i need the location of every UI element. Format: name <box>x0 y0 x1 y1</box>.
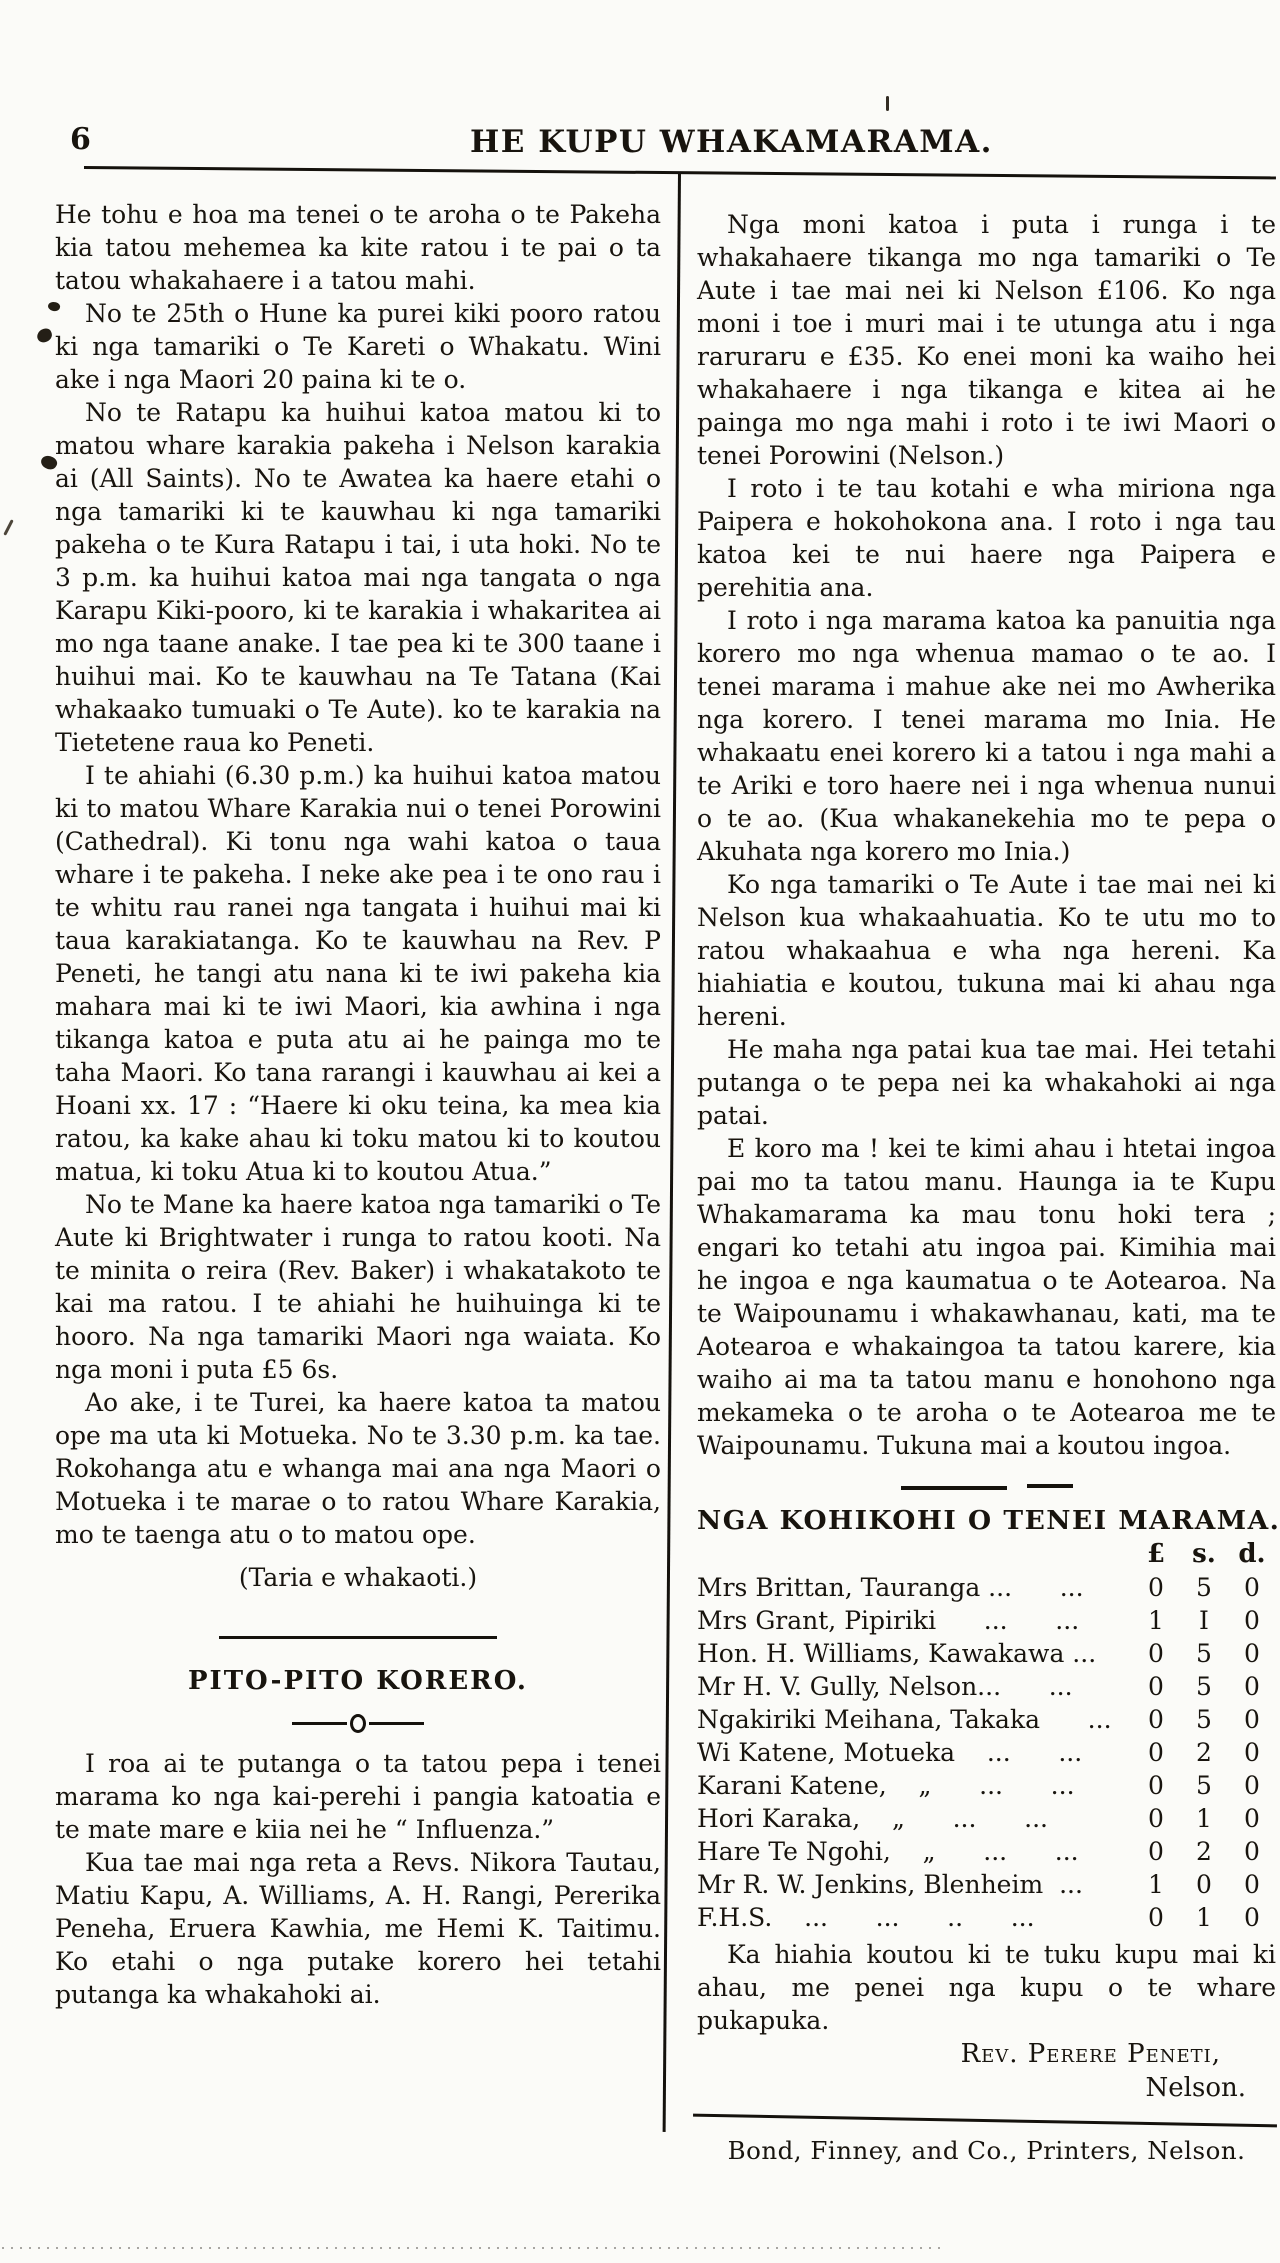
paragraph: I te ahiahi (6.30 p.m.) ka huihui katoa matou ki to matou Whare Karakia nui o tenei Porowini (Cathedral). Ki tonu nga wahi katoa o taua whare i te pakeha. I neke ake pea i te ono rau i te whitu rau ranei nga tangata i huihui mai ki taua karakiatanga. Ko te kauwhau na Rev. P Peneti, he tangi atu nana ki te iwi pakeha kia mahara mai ki te iwi Maori, kia awhina i nga tikanga katoa e puta atu ai he painga mo te taha Maori. Ko tana rarangi i kauwhau ai kei a Hoani xx. 17 : “Haere ki oku teina, ka mea kia ratou, ka kake ahau ki toku matou ki to koutou matua, ki toku Atua ki to koutou Atua.” <box>55 761 661 1186</box>
amount-pounds: 0 <box>1148 1704 1164 1734</box>
currency-header-pence: d. <box>1238 1538 1266 1569</box>
amount-pounds: 0 <box>1148 1836 1164 1866</box>
currency-header-row <box>697 1537 1276 1571</box>
amount-pence: 0 <box>1244 1704 1260 1734</box>
amount-pounds: 1 <box>1148 1605 1164 1635</box>
signature-place: Nelson. <box>1145 2072 1246 2103</box>
paragraph: Nga moni katoa i puta i runga i te whakahaere tikanga mo nga tamariki o Te Aute i tae mai nei ki Nelson £106. Ko nga moni i toe i muri mai i te utunga atu i nga raruraru e £35. Ko enei moni ka waiho hei whakahaere i nga tikanga e kitea ai he painga mo nga mahi i roto i te iwi Maori o tenei Porowini (Nelson.) <box>697 210 1276 470</box>
paragraph: He tohu e hoa ma tenei o te aroha o te Pakeha kia tatou mehemea ka kite ratou i te pai o ta tatou whakahaere i a tatou mahi. <box>55 200 661 295</box>
left-column <box>55 198 661 2011</box>
amount-pounds: 0 <box>1148 1902 1164 1932</box>
column-divider-rule <box>663 172 681 2132</box>
ornament-line <box>292 1722 347 1725</box>
ornament-circle <box>350 1714 366 1733</box>
table-row <box>697 1670 1276 1703</box>
contributor-name: F.H.S. ... ... .. ... <box>697 1902 1035 1932</box>
table-row <box>697 1637 1276 1670</box>
amount-pence: 0 <box>1244 1902 1260 1932</box>
table-row <box>697 1802 1276 1835</box>
margin-pen-mark <box>3 519 13 536</box>
paragraph: I roto i nga marama katoa ka panuitia nga korero mo nga whenua mamao o te ao. I tenei marama i mahue ake nei mo Awherika nga korero. I tenei marama mo Inia. He whakaatu enei korero ki a tatou i nga mahi a te Ariki e toro haere nei i nga whenua nunui o te ao. (Kua whakanekehia mo te pepa o Akuhata nga korero mo Inia.) <box>697 606 1276 866</box>
amount-pence: 0 <box>1244 1638 1260 1668</box>
amount-pounds: 0 <box>1148 1803 1164 1833</box>
amount-shillings: I <box>1199 1605 1209 1635</box>
page-number: 6 <box>70 122 91 157</box>
printer-imprint: Bond, Finney, and Co., Printers, Nelson. <box>727 2135 1246 2165</box>
amount-shillings: 5 <box>1196 1638 1212 1668</box>
amount-shillings: 5 <box>1196 1671 1212 1701</box>
contributor-name: Mrs Brittan, Tauranga ... ... <box>697 1572 1084 1602</box>
amount-pence: 0 <box>1244 1770 1260 1800</box>
amount-shillings: 0 <box>1196 1869 1212 1899</box>
amount-pence: 0 <box>1244 1836 1260 1866</box>
amount-pence: 0 <box>1244 1803 1260 1833</box>
contributor-name: Hare Te Ngohi, „ ... ... <box>697 1836 1079 1866</box>
section-title: PITO-PITO KORERO. <box>188 1666 528 1696</box>
contributor-name: Mr R. W. Jenkins, Blenheim ... <box>697 1869 1083 1899</box>
amount-shillings: 5 <box>1196 1704 1212 1734</box>
amount-shillings: 5 <box>1196 1572 1212 1602</box>
amount-pounds: 0 <box>1148 1737 1164 1767</box>
collections-divider-rule <box>697 1486 1276 1490</box>
contributor-name: Karani Katene, „ ... ... <box>697 1770 1075 1800</box>
signature: Rev. Perere Peneti, <box>960 2038 1221 2069</box>
table-row <box>697 1769 1276 1802</box>
section-ornament <box>292 1714 424 1733</box>
amount-shillings: 5 <box>1196 1770 1212 1800</box>
table-row <box>697 1571 1276 1604</box>
currency-header-pounds: £ <box>1146 1538 1166 1569</box>
currency-header-shillings: s. <box>1192 1538 1216 1569</box>
amount-pence: 0 <box>1244 1737 1260 1767</box>
scan-noise-line <box>2 2247 947 2249</box>
paragraph: I roto i te tau kotahi e wha miriona nga Paipera e hokohokona ana. I roto i nga tau katoa kei te nui haere nga Paipera e perehitia ana. <box>697 474 1276 602</box>
table-row <box>697 1604 1276 1637</box>
contributor-name: Hori Karaka, „ ... ... <box>697 1803 1048 1833</box>
paragraph: Ao ake, i te Turei, ka haere katoa ta matou ope ma uta ki Motueka. No te 3.30 p.m. ka tae. Rokohanga atu e whanga mai ana nga Maori o Motueka i te marae o to ratou Whare Karakia, mo te taenga atu o to matou ope. <box>55 1388 661 1549</box>
amount-shillings: 1 <box>1196 1902 1212 1932</box>
imprint-rule <box>693 2113 1277 2127</box>
amount-pence: 0 <box>1244 1605 1260 1635</box>
masthead-title: HE KUPU WHAKAMARAMA. <box>470 124 993 160</box>
amount-pence: 0 <box>1244 1869 1260 1899</box>
paragraph: I roa ai te putanga o ta tatou pepa i tenei marama ko nga kai-perehi i pangia katoatia e te mate mare e kiia nei he “ Influenza.” <box>55 1749 661 1844</box>
rule-segment <box>1027 1484 1073 1488</box>
amount-pounds: 0 <box>1148 1572 1164 1602</box>
paragraph: No te 25th o Hune ka purei kiki pooro ratou ki nga tamariki o Te Kareti o Whakatu. Wini ake i nga Maori 20 paina ki te o. <box>55 299 661 394</box>
collections-title: NGA KOHIKOHI O TENEI MARAMA. <box>697 1504 1280 1536</box>
paragraph: Ko nga tamariki o Te Aute i tae mai nei ki Nelson kua whakaahuatia. Ko te utu mo to ratou whakaahua e wha nga hereni. Ka hiahiatia e koutou, tukuna mai ki ahau nga hereni. <box>697 870 1276 1031</box>
stray-ink-tick <box>886 96 889 111</box>
continuation-note: (Taria e whakaoti.) <box>238 1563 478 1592</box>
amount-pounds: 0 <box>1148 1770 1164 1800</box>
amount-pence: 0 <box>1244 1671 1260 1701</box>
paragraph: No te Mane ka haere katoa nga tamariki o Te Aute ki Brightwater i runga to ratou kooti. Na te minita o reira (Rev. Baker) i whakatakoto te kai ma ratou. I te ahiahi he huihuinga ki te hooro. Na nga tamariki Maori nga waiata. Ko nga moni i puta £5 6s. <box>55 1190 661 1384</box>
section-divider-rule <box>219 1636 497 1639</box>
table-row <box>697 1835 1276 1868</box>
amount-shillings: 1 <box>1196 1803 1212 1833</box>
contributor-name: Hon. H. Williams, Kawakawa ... <box>697 1638 1097 1668</box>
amount-shillings: 2 <box>1196 1836 1212 1866</box>
table-row <box>697 1703 1276 1736</box>
contributor-name: Mr H. V. Gully, Nelson... ... <box>697 1671 1073 1701</box>
amount-pence: 0 <box>1244 1572 1260 1602</box>
contributor-name: Ngakiriki Meihana, Takaka ... <box>697 1704 1112 1734</box>
paragraph: He maha nga patai kua tae mai. Hei tetahi putanga o te pepa nei ka whakahoki ai nga patai. <box>697 1035 1276 1130</box>
right-column <box>697 208 1280 2167</box>
paragraph: Kua tae mai nga reta a Revs. Nikora Tautau, Matiu Kapu, A. Williams, A. H. Rangi, Pererika Peneha, Eruera Kawhia, me Hemi K. Taitimu. Ko etahi o nga putake korero hei tetahi putanga ka whakahoki ai. <box>55 1848 661 2009</box>
paragraph: No te Ratapu ka huihui katoa matou ki to matou whare karakia pakeha i Nelson karakia ai (All Saints). No te Awatea ka haere etahi o nga tamariki ki te kauwhau ki nga tamariki pakeha o te Kura Ratapu i tai, i uta hoki. No te 3 p.m. ka huihui katoa mai nga tangata o nga Karapu Kiki-pooro, ki te karakia i whakaritea ai mo nga taane anake. I tae pea ki te 300 taane i huihui mai. Ko te kauwhau na Te Tatana (Kai whakaako tumuaki o Te Aute). ko te karakia na Tietetene raua ko Peneti. <box>55 398 661 757</box>
amount-pounds: 0 <box>1148 1671 1164 1701</box>
amount-pounds: 1 <box>1148 1869 1164 1899</box>
amount-pounds: 0 <box>1148 1638 1164 1668</box>
amount-shillings: 2 <box>1196 1737 1212 1767</box>
table-row <box>697 1868 1276 1901</box>
contributor-name: Mrs Grant, Pipiriki ... ... <box>697 1605 1080 1635</box>
paragraph: E koro ma ! kei te kimi ahau i htetai ingoa pai mo ta tatou manu. Haunga ia te Kupu Whakamarama ka mau tonu hoki tera ; engari ko tetahi atu ingoa pai. Kimihia mai he ingoa e nga kaumatua o te Aotearoa. Na te Waipounamu i whakawhanau, kati, ma te Aotearoa e whakaingoa ta tatou karere, kia waiho ai ma ta tatou manu e honohono nga mekameka o te aroha o te Aotearoa me te Waipounamu. Tukuna mai a koutou ingoa. <box>697 1134 1276 1460</box>
table-row <box>697 1901 1276 1934</box>
contributor-name: Wi Katene, Motueka ... ... <box>697 1737 1083 1767</box>
ink-blot <box>35 327 54 344</box>
closing-paragraph: Ka hiahia koutou ki te tuku kupu mai ki ahau, me penei nga kupu o te whare pukapuka. <box>697 1939 1276 2035</box>
rule-segment <box>901 1486 1007 1490</box>
table-row <box>697 1736 1276 1769</box>
ornament-line <box>369 1722 424 1725</box>
